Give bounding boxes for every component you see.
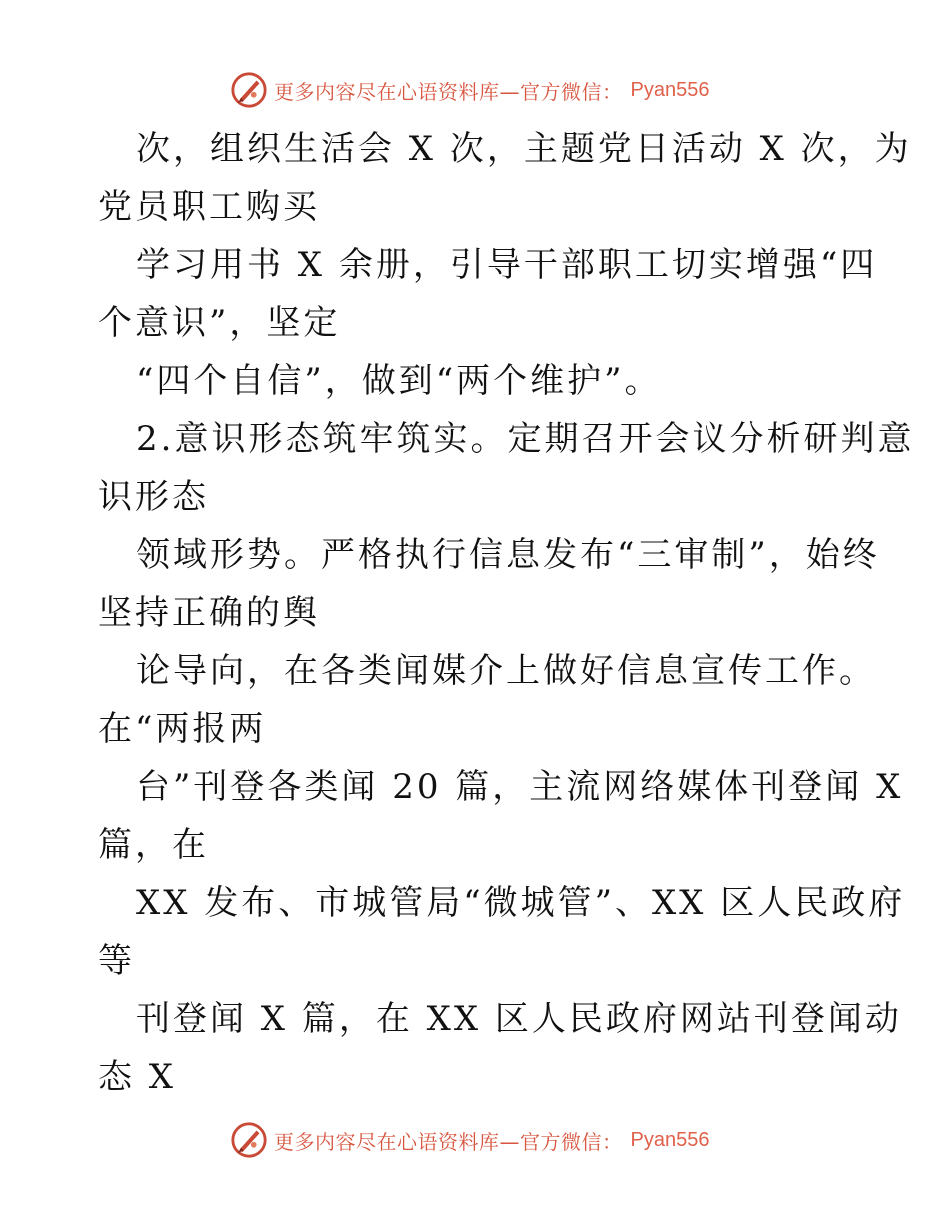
quill-logo-icon [230, 71, 268, 109]
document-body [98, 120, 915, 1106]
text-line: “四个自信”，做到“两个维护”。 [136, 361, 662, 401]
text-line: 论导向，在各类闻媒介上做好信息宣传工作。 [136, 651, 876, 691]
watermark-text: 更多内容尽在心语资料库—官方微信： [274, 79, 623, 104]
watermark-text: 更多内容尽在心语资料库—官方微信： [274, 1129, 623, 1154]
text-line: 刊登闻 X 篇，在 XX 区人民政府网站刊登闻动 [136, 999, 902, 1039]
text-line: 领域形势。严格执行信息发布“三审制”，始终 [136, 535, 880, 575]
text-line: 台”刊登各类闻 20 篇，主流网络媒体刊登闻 X [136, 767, 904, 807]
header-watermark [230, 70, 709, 110]
text-line: 个意识”，坚定 [98, 303, 341, 343]
text-line: 坚持正确的舆 [98, 593, 320, 633]
text-line: 篇，在 [98, 825, 209, 865]
text-line: 次，组织生活会 X 次，主题党日活动 X 次，为 [136, 129, 912, 169]
text-line: 党员职工购买 [98, 187, 320, 227]
watermark-wechat-id: Pyan556 [630, 78, 710, 101]
text-line: 在“两报两 [98, 709, 267, 749]
text-line: 态 X [98, 1057, 177, 1097]
watermark-wechat-id: Pyan556 [630, 1128, 710, 1151]
quill-logo-icon [230, 1121, 268, 1159]
text-line: 2.意识形态筑牢筑实。定期召开会议分析研判意 [136, 419, 915, 459]
text-line: XX 发布、市城管局“微城管”、XX 区人民政府 [136, 883, 906, 923]
text-line: 识形态 [98, 477, 209, 517]
footer-watermark [230, 1120, 709, 1160]
text-line: 学习用书 X 余册，引导干部职工切实增强“四 [136, 245, 878, 285]
text-line: 等 [98, 941, 135, 981]
